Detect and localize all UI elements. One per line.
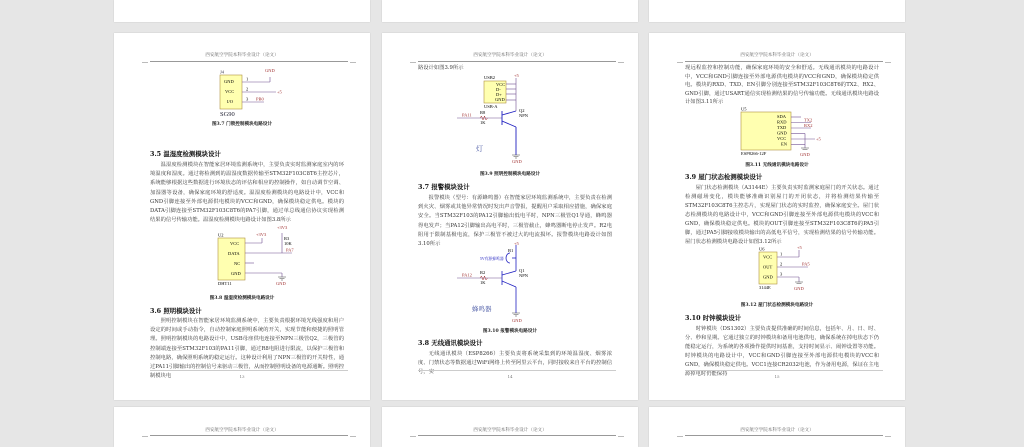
schematic-label: TXD <box>777 125 787 130</box>
schematic-label: GND <box>224 79 234 84</box>
next-page-left <box>114 407 370 447</box>
schematic-label: 5V有源蜂鸣器 <box>480 257 504 261</box>
header-rule <box>418 435 616 436</box>
schematic-label: GND <box>800 152 810 157</box>
page-number: 15 <box>774 374 780 379</box>
page-header: 西安航空学院本科毕业设计（论文） <box>205 53 279 58</box>
schematic-label: VCC <box>225 89 235 94</box>
body-paragraph: 屋门状态检测模块（A3144E）主要负责实时监测家庭屋门的开关状态。通过检测磁场变化，模块能够准确识别屋门的开闭状态，并将检测结果传输至STM32F103C8T6主控芯片，实现屋门状态的实时监控，确保家庭安全。屋门状态检测模块的电路设计中，VCC和GND引脚连接至外部电源供电模块的VCC和GND，确保模块稳定供电。模块的OUT引脚连接至STM32F103C8T6的PA5引脚，通过PA5引脚接收模块输出的高低电平信号，实现检测结果的信号传输功能。屋门状态检测模块电路设计如图3.12所示 <box>685 185 879 245</box>
schematic-label: VCC <box>496 82 506 87</box>
schematic-label: Q1 <box>519 268 525 273</box>
figure-caption: 图3.11 无线通讯模块电路设计 <box>745 163 809 168</box>
schematic-label: VCC <box>230 241 240 246</box>
schematic-label: GND <box>777 130 787 136</box>
figure-caption: 图3.7 门锁控制模块电路设计 <box>211 122 273 127</box>
schematic-label: NPN <box>519 273 529 278</box>
schematic-label: 3144E <box>759 285 771 290</box>
figure-caption: 图3.9 照明控制模块电路设计 <box>479 172 541 177</box>
next-page-middle <box>382 407 638 447</box>
document-page <box>114 33 370 400</box>
schematic-label: J4 <box>220 69 225 75</box>
body-paragraph: 无线通讯模块（ESP8266）主要负责将系统采集到的环境温湿度、烟雾浓度、门禁状态等数据通过WiFi网络上传至阿里云平台，同时接收来自平台的控制信号，实 <box>418 351 612 376</box>
schematic-label: +5 <box>277 89 282 95</box>
schematic-label: +5 <box>514 73 519 78</box>
schematic-label: Q2 <box>519 108 525 113</box>
body-paragraph: 现远程监控和控制功能，确保家庭环境的安全和舒适。无线通讯模块的电路设计中，VCC和GND引脚连接至外部电源供电模块的VCC和GND，确保模块稳定供电。模块的RXD、TXD、EN引脚分别连接至STM32F103C8T6的TX2、RX2、GND引脚，通过USART通信实现检测结果的信号传输功能。无线通讯模块电路设计如图3.11所示 <box>685 65 879 106</box>
schematic-label: PA7 <box>286 247 294 253</box>
document-page <box>649 33 905 400</box>
schematic-label: 1K <box>480 280 486 285</box>
body-paragraph: 时钟模块（DS1302）主要负责提供准确的时间信息，包括年、月、日、时、分、秒和星期。它通过独立的时钟模块和备用电池供电，确保系统在掉电状态下仍能稳定运行，为系统的各项操作提供时间基准，支持时间显示、闹钟设置等功能。时钟模块的电路设计中，VCC和GND引脚连接至外部电源供电模块的VCC和GND，确保模块稳定供电。VCC1连接CR2032电池，作为备用电源，保证在主电源掉电时仍能保持 <box>685 326 879 377</box>
schematic-label: 10K <box>284 241 292 246</box>
figure-3-12-schematic <box>753 245 823 297</box>
body-paragraph: 报警模块（型号：有源蜂鸣器）在智能家居环境监测系统中，主要负责在检测到火灾、烟雾或其他异常情况时发出声音警报，提醒用户采取相应措施，确保家庭安全。当STM32F103的PA12引脚输出低电平时，NPN三极管Q1导通，蜂鸣器得电发声；当PA12引脚输出高电平时，三极管截止，蜂鸣器断电停止发声。R2电阻用于限制基极电流，保护三极管不被过大的电流损坏。报警模块电路设计如图3.10所示 <box>418 195 612 248</box>
schematic-label: 1K <box>480 120 486 125</box>
body-paragraph: 路设计如图3.9所示 <box>418 65 464 71</box>
schematic-label: R8 <box>480 110 486 115</box>
schematic-label: U2 <box>218 232 224 238</box>
schematic-label: GND <box>276 281 286 286</box>
schematic-label: OUT <box>763 264 773 270</box>
schematic-label: 蜂鸣器 <box>472 306 492 313</box>
figure-3-7-schematic <box>210 67 290 119</box>
body-paragraph: 照明控制模块在智能家居环境监测系统中，主要负责根据环境光线强度和用户设定的时间或手动指令，自动控制家庭照明系统的开关，实现节能和便捷的照明管理。照明控制模块的电路设计中，USB母座供电连接至NPN三极管Q2，三极管的控制端连接至STM32F103的PA11引脚，通过R8电阻进行限流，以保护三极管和控制电路，确保照明系统的稳定运行。这种设计利用了NPN三极管的开关特性，通过PA11引脚输出的控制信号来驱动三极管，从而控制照明设备的电源通断。照明控制模块电 <box>150 318 344 380</box>
schematic-label: GND <box>512 318 522 323</box>
schematic-label: D- <box>496 87 501 92</box>
schematic-label: USB-A <box>484 104 498 109</box>
schematic-label: +5 <box>816 136 821 142</box>
footer-rule <box>150 370 348 371</box>
body-paragraph: 温湿度检测模块在智能家居环境监测系统中，主要负责实时监测家庭室内的环境温度和湿度。通过将检测到的温湿度数据传输至STM32F103C8T6主控芯片，系统能够根据这些数据进行环境状态的评估和相应的控制操作，如自动调节空调、加湿器等设备，确保家庭环境的舒适度。温湿度检测模块的电路设计中，VCC和GND引脚连接至外部电源供电模块的VCC和GND，确保模块稳定供电。模块的DATA引脚连接至STM32F103C8T6的PA7引脚，通过单总线通信协议实现检测结果的信号传输功能。温湿度检测模块电路设计如图3.8所示 <box>150 162 344 224</box>
schematic-label: I/O <box>227 99 233 104</box>
header-rule <box>150 61 348 62</box>
header-rule <box>418 61 616 62</box>
page-header: 西安航空学院本科毕业设计（论文） <box>473 428 547 433</box>
schematic-label: DATA <box>228 251 240 256</box>
section-heading: 3.8 无线通讯模块设计 <box>418 339 483 347</box>
schematic-label: PA11 <box>462 112 472 118</box>
page-number: 14 <box>507 374 513 379</box>
schematic-label: SG90 <box>220 111 235 118</box>
schematic-label: U5 <box>741 106 747 112</box>
schematic-label: +3V3 <box>256 232 267 237</box>
figure-caption: 图3.8 温湿度检测模块电路设计 <box>209 296 275 301</box>
next-page-right <box>649 407 905 447</box>
page-header: 西安航空学院本科毕业设计（论文） <box>740 428 814 433</box>
schematic-label: TX2 <box>804 117 813 123</box>
schematic-label: 3 <box>780 271 783 277</box>
schematic-label: GND <box>231 271 241 276</box>
header-rule <box>685 435 883 436</box>
schematic-label: 1 <box>246 76 249 82</box>
schematic-label: 2 <box>780 261 783 267</box>
figure-3-11-schematic <box>737 106 827 160</box>
figure-3-9-schematic <box>452 73 562 169</box>
schematic-label: NC <box>234 261 241 266</box>
schematic-label: PB0 <box>256 96 264 102</box>
schematic-label: R2 <box>480 270 486 275</box>
schematic-label: +5 <box>514 241 519 246</box>
schematic-label: B1 <box>508 248 514 253</box>
section-heading: 3.5 温湿度检测模块设计 <box>150 150 221 158</box>
section-heading: 3.6 照明模块设计 <box>150 307 202 315</box>
header-rule <box>150 435 348 436</box>
page-header: 西安航空学院本科毕业设计（论文） <box>205 428 279 433</box>
schematic-label: RXD <box>777 119 787 125</box>
schematic-label: USB2 <box>484 75 496 80</box>
schematic-label: PA12 <box>462 272 472 278</box>
previous-page-left <box>114 0 370 22</box>
previous-page-middle <box>382 0 638 22</box>
schematic-label: 灯 <box>476 145 483 153</box>
schematic-label: VCC <box>763 254 773 260</box>
footer-rule <box>418 370 616 371</box>
page-header: 西安航空学院本科毕业设计（论文） <box>473 53 547 58</box>
schematic-label: GND <box>495 97 505 102</box>
figure-3-8-schematic <box>210 225 300 289</box>
schematic-label: GND <box>763 274 773 280</box>
schematic-label: U6 <box>759 246 765 252</box>
figure-3-10-schematic <box>452 241 562 325</box>
schematic-label: 1 <box>780 251 783 257</box>
schematic-label: +5 <box>797 245 802 250</box>
schematic-label: +3V3 <box>277 225 288 230</box>
schematic-label: R3 <box>284 236 290 241</box>
schematic-label: GND <box>512 159 522 164</box>
section-heading: 3.7 报警模块设计 <box>418 183 470 191</box>
schematic-label: GND <box>794 286 804 291</box>
schematic-label: D+ <box>496 92 502 97</box>
footer-rule <box>685 370 883 371</box>
document-page <box>382 33 638 400</box>
schematic-label: NPN <box>519 113 529 118</box>
page-header: 西安航空学院本科毕业设计（论文） <box>740 53 814 58</box>
schematic-label: VCC <box>777 136 787 141</box>
previous-page-right <box>649 0 905 22</box>
figure-caption: 图3.12 屋门状态检测模块电路设计 <box>740 303 814 308</box>
schematic-label: EN <box>781 141 787 147</box>
schematic-label: RX2 <box>804 123 813 128</box>
schematic-label: 2 <box>246 86 249 92</box>
schematic-label: SDA <box>777 114 787 119</box>
header-rule <box>685 61 883 62</box>
section-heading: 3.9 屋门状态检测模块设计 <box>685 173 763 181</box>
figure-caption: 图3.10 报警模块电路设计 <box>482 329 538 334</box>
schematic-label: 3 <box>246 96 249 102</box>
schematic-label: PA5 <box>802 261 810 267</box>
schematic-label: GND <box>265 68 275 73</box>
section-heading: 3.10 时钟模块设计 <box>685 314 742 322</box>
page-number: 13 <box>239 374 245 379</box>
schematic-label: DHT11 <box>218 281 232 286</box>
schematic-label: ESP8266-12F <box>741 151 767 156</box>
